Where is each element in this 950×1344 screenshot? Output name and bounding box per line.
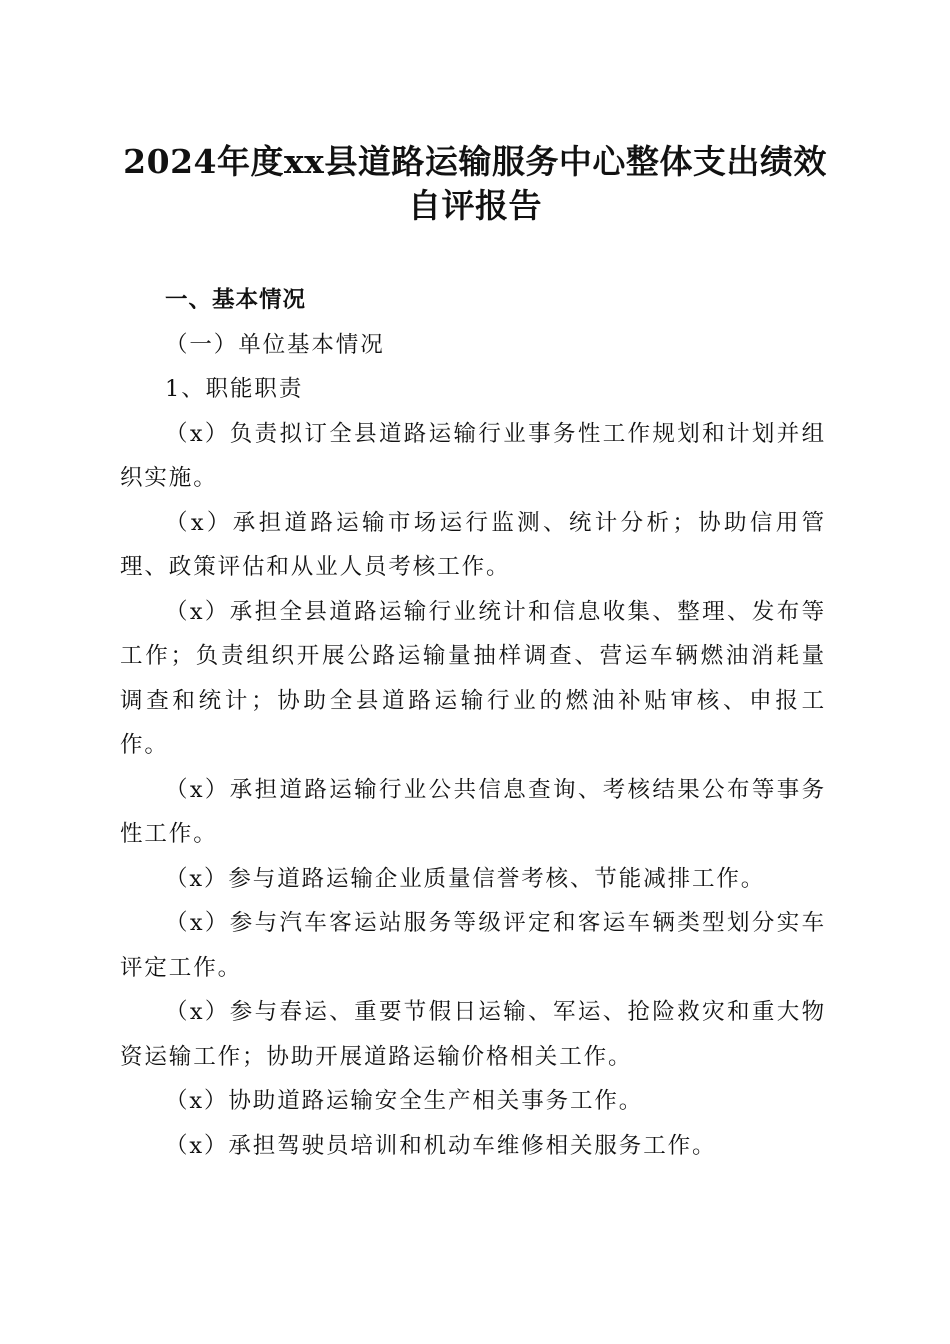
duty-paragraph: （x）负责拟订全县道路运输行业事务性工作规划和计划并组织实施。 — [120, 420, 826, 491]
duty-paragraph: （x）承担驾驶员培训和机动车维修相关服务工作。 — [165, 1132, 717, 1159]
duty-paragraph: （x）参与春运、重要节假日运输、军运、抢险救灾和重大物资运输工作；协助开展道路运输价格相关工作。 — [120, 999, 826, 1070]
duty-paragraph: （x）参与汽车客运站服务等级评定和客运车辆类型划分实车评定工作。 — [120, 910, 826, 981]
subsection-heading-unit-info: （一）单位基本情况 — [165, 331, 385, 358]
item-heading-duties: 1、职能职责 — [165, 376, 304, 402]
document-body — [120, 278, 826, 1168]
duty-paragraph: （x）承担道路运输行业公共信息查询、考核结果公布等事务性工作。 — [120, 776, 826, 847]
duty-paragraph: （x）承担道路运输市场运行监测、统计分析；协助信用管理、政策评估和从业人员考核工作。 — [120, 509, 826, 580]
duty-paragraph: （x）承担全县道路运输行业统计和信息收集、整理、发布等工作；负责组织开展公路运输量抽样调查、营运车辆燃油消耗量调查和统计；协助全县道路运输行业的燃油补贴审核、申报工作。 — [120, 598, 826, 758]
duty-paragraph: （x）协助道路运输安全生产相关事务工作。 — [165, 1088, 644, 1114]
section-heading-basic-info: 一、基本情况 — [165, 287, 307, 313]
document-title: 2024年度xx县道路运输服务中心整体支出绩效自评报告 — [123, 142, 827, 225]
duty-paragraph: （x）参与道路运输企业质量信誉考核、节能减排工作。 — [165, 865, 766, 892]
